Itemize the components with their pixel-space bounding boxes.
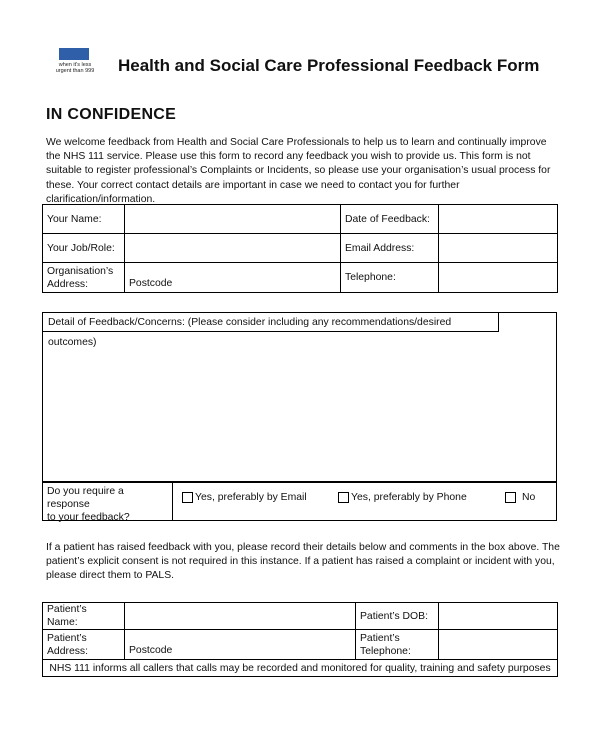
your-name-label: Your Name: xyxy=(43,205,125,234)
org-address-field[interactable] xyxy=(125,263,341,293)
logo-tagline-line2: urgent than 999 xyxy=(55,68,95,74)
telephone-label: Telephone: xyxy=(341,263,439,293)
patient-telephone-field[interactable] xyxy=(439,630,558,660)
patient-postcode-label: Postcode xyxy=(129,645,173,656)
response-question xyxy=(42,481,173,521)
org-address-label-line1: Organisation’s xyxy=(47,265,114,277)
postcode-label: Postcode xyxy=(129,278,173,289)
patient-name-label: Patient’s Name: xyxy=(43,603,125,630)
option-no-label: No xyxy=(522,492,536,503)
option-no[interactable] xyxy=(505,492,535,503)
checkbox-no[interactable] xyxy=(505,492,516,503)
job-role-label: Your Job/Role: xyxy=(43,234,125,263)
patient-telephone-label xyxy=(356,630,439,660)
option-email-label: Yes, preferably by Email xyxy=(195,492,307,503)
date-of-feedback-field[interactable] xyxy=(439,205,558,234)
org-address-label-line2: Address: xyxy=(47,278,89,290)
telephone-field[interactable] xyxy=(439,263,558,293)
job-role-field[interactable] xyxy=(125,234,341,263)
checkbox-email[interactable] xyxy=(182,492,193,503)
patient-details-table xyxy=(42,602,558,677)
feedback-detail-field[interactable] xyxy=(42,312,557,483)
intro-paragraph: We welcome feedback from Health and Social Care Professionals to help us to learn and continually improve the NHS 111 service. Please use this form to record any feedback you wish to provide us. This form is not suitable to register professional’s Complaints or Incidents, so please use your organisation’s usual process for these. Your correct contact details are important in case we need to contact you for further clarification/information. xyxy=(46,137,551,205)
patient-name-field[interactable] xyxy=(125,603,356,630)
patient-dob-field[interactable] xyxy=(439,603,558,630)
patient-address-field[interactable] xyxy=(125,630,356,660)
patient-note-paragraph: If a patient has raised feedback with you, please record their details below and comments in the box above. The patient’s explicit consent is not required in this instance. If a patient has raised a complaint or incident with you, please direct them to PALS. xyxy=(46,542,560,582)
option-phone-label: Yes, preferably by Phone xyxy=(351,492,467,503)
patient-telephone-label-line1: Patient’s xyxy=(360,632,400,644)
your-name-field[interactable] xyxy=(125,205,341,234)
response-question-line2: to your feedback? xyxy=(47,512,130,523)
patient-telephone-label-line2: Telephone: xyxy=(360,645,411,657)
nhs-111-logo xyxy=(59,48,89,60)
patient-address-label-line1: Patient’s xyxy=(47,632,87,644)
email-label: Email Address: xyxy=(341,234,439,263)
logo-tagline-line1: when it's less xyxy=(58,62,92,68)
response-options xyxy=(172,481,557,521)
logo-tagline xyxy=(50,62,100,74)
response-question-line1: Do you require a response xyxy=(47,486,124,510)
page-title: Health and Social Care Professional Feedback Form xyxy=(118,56,540,75)
call-recording-notice: NHS 111 informs all callers that calls may be recorded and monitored for quality, training and safety purposes xyxy=(43,660,558,677)
org-address-label xyxy=(43,263,125,293)
feedback-detail-heading: Detail of Feedback/Concerns: (Please consider including any recommendations/desired outcomes) xyxy=(42,312,499,332)
checkbox-phone[interactable] xyxy=(338,492,349,503)
patient-address-label xyxy=(43,630,125,660)
email-field[interactable] xyxy=(439,234,558,263)
option-email[interactable] xyxy=(182,492,307,503)
contact-details-table xyxy=(42,204,558,293)
patient-address-label-line2: Address: xyxy=(47,645,89,657)
patient-dob-label: Patient’s DOB: xyxy=(356,603,439,630)
confidence-heading: IN CONFIDENCE xyxy=(46,106,177,123)
option-phone[interactable] xyxy=(338,492,467,503)
date-of-feedback-label: Date of Feedback: xyxy=(341,205,439,234)
